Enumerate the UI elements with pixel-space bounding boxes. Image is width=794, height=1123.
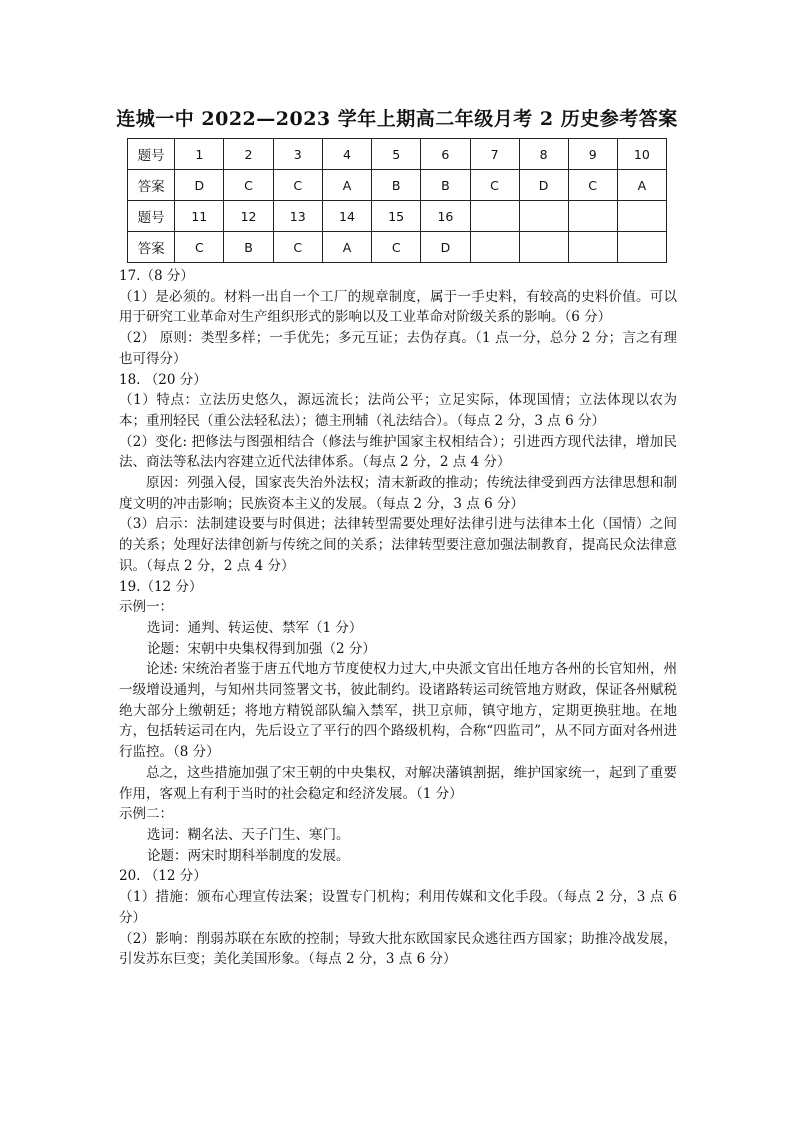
question-number: 11 <box>175 201 224 232</box>
q17-part2: （2） 原则：类型多样；一手优先；多元互证；去伪存真。（1 点一分，总分 2 分；言之有理也可得分） <box>119 330 677 367</box>
empty-cell <box>519 232 568 263</box>
answer-cell: B <box>224 232 273 263</box>
answer-cell: C <box>568 170 617 201</box>
table-row <box>128 232 667 263</box>
empty-cell <box>568 201 617 232</box>
q19-example1-words: 选词：通判、转运使、禁军（1 分） <box>147 619 363 636</box>
q19-example1-conclusion: 总之，这些措施加强了宋王朝的中央集权，对解决藩镇割据，维护国家统一，起到了重要作用，客观上有利于当时的社会稳定和经济发展。（1 分） <box>119 764 677 802</box>
question-number: 2 <box>224 139 273 170</box>
q19-example1-topic: 论题：宋朝中央集权得到加强（2 分） <box>147 640 376 657</box>
empty-cell <box>568 232 617 263</box>
table-row <box>128 201 667 232</box>
question-number: 15 <box>372 201 421 232</box>
q18-part3: （3）启示：法制建设要与时俱进；法律转型需要处理好法律引进与法律本土化（国情）之间的关系；处理好法律创新与传统之间的关系；法律转型要注意加强法制教育，提高民众法律意识。（每点 2 分，2 点 4 分） <box>119 516 677 574</box>
answer-cell: C <box>470 170 519 201</box>
answer-cell: C <box>273 170 322 201</box>
table-row <box>128 139 667 170</box>
question-number: 14 <box>322 201 371 232</box>
answer-cell: D <box>175 170 224 201</box>
question-number: 16 <box>421 201 470 232</box>
question-number: 4 <box>322 139 371 170</box>
answer-cell: A <box>322 170 371 201</box>
empty-cell <box>617 201 666 232</box>
q20-heading: 20. （12 分） <box>119 868 207 885</box>
q20-part1: （1）措施：颁布心理宣传法案；设置专门机构；利用传媒和文化手段。（每点 2 分，3 点 6 分） <box>119 889 677 926</box>
answer-cell: C <box>372 232 421 263</box>
answer-content <box>119 266 677 970</box>
question-number: 6 <box>421 139 470 170</box>
answer-cell: D <box>519 170 568 201</box>
q17-part1: （1）是必须的。材料一出自一个工厂的规章制度，属于一手史料，有较高的史料价值。可以用于研究工业革命对生产组织形式的影响以及工业革命对阶级关系的影响。（6 分） <box>119 288 677 326</box>
q19-example2-label: 示例二： <box>119 806 173 823</box>
empty-cell <box>617 232 666 263</box>
question-number: 8 <box>519 139 568 170</box>
empty-cell <box>470 201 519 232</box>
q17-heading: 17.（8 分） <box>119 268 194 284</box>
answer-cell: C <box>224 170 273 201</box>
answer-cell: B <box>372 170 421 201</box>
row-label-question: 题号 <box>128 201 175 232</box>
question-number: 1 <box>175 139 224 170</box>
answer-cell: A <box>617 170 666 201</box>
question-number: 9 <box>568 139 617 170</box>
question-number: 3 <box>273 139 322 170</box>
table-row <box>128 170 667 201</box>
question-number: 5 <box>372 139 421 170</box>
answer-cell: C <box>273 232 322 263</box>
answer-cell: B <box>421 170 470 201</box>
question-number: 10 <box>617 139 666 170</box>
answer-table <box>127 138 667 263</box>
question-number: 13 <box>273 201 322 232</box>
row-label-question: 题号 <box>128 139 175 170</box>
q19-example2-words: 选词：糊名法、天子门生、寒门。 <box>147 826 350 843</box>
empty-cell <box>519 201 568 232</box>
answer-cell: D <box>421 232 470 263</box>
q19-heading: 19.（12 分） <box>119 578 203 595</box>
empty-cell <box>470 232 519 263</box>
q19-example2-topic: 论题：两宋时期科举制度的发展。 <box>147 847 350 864</box>
page-title: 连城一中 2022—2023 学年上期高二年级月考 2 历史参考答案 <box>116 108 678 130</box>
q18-part2: （2）变化: 把修法与图强相结合（修法与维护国家主权相结合）；引进西方现代法律，增加民法、商法等私法内容建立近代法律体系。（每点 2 分，2 点 4 分） <box>119 433 677 471</box>
q18-reasons: 原因：列强入侵，国家丧失治外法权；清末新政的推动；传统法律受到西方法律思想和制度文明的冲击影响；民族资本主义的发展。（每点 2 分，3 点 6 分） <box>119 475 677 512</box>
question-number: 12 <box>224 201 273 232</box>
answer-cell: C <box>175 232 224 263</box>
row-label-answer: 答案 <box>128 232 175 263</box>
row-label-answer: 答案 <box>128 170 175 201</box>
q19-example1-argument: 论述: 宋统治者鉴于唐五代地方节度使权力过大,中央派文官出任地方各州的长官知州，州一级增设通判，与知州共同签署文书，彼此制约。设诸路转运司统管地方财政，保证各州赋税绝大部分上缴朝廷；将地方精锐部队编入禁军，拱卫京师，镇守地方，定期更换驻地。在地方，包括转运司在内，先后设立了平行的四个路级机构，合称“四监司”，从不同方面对各州进行监控。（8 分） <box>119 661 677 761</box>
q19-example1-label: 示例一： <box>119 599 173 616</box>
q18-part1: （1）特点：立法历史悠久，源远流长；法尚公平；立足实际，体现国情；立法体现以农为本；重刑轻民（重公法轻私法）；德主刑辅（礼法结合）。（每点 2 分，3 点 6 分） <box>119 392 677 429</box>
question-number: 7 <box>470 139 519 170</box>
answer-cell: A <box>322 232 371 263</box>
q18-heading: 18. （20 分） <box>119 371 207 388</box>
q20-part2: （2）影响：削弱苏联在东欧的控制；导致大批东欧国家民众逃往西方国家；助推冷战发展，引发苏东巨变；美化美国形象。（每点 2 分，3 点 6 分） <box>119 930 677 968</box>
